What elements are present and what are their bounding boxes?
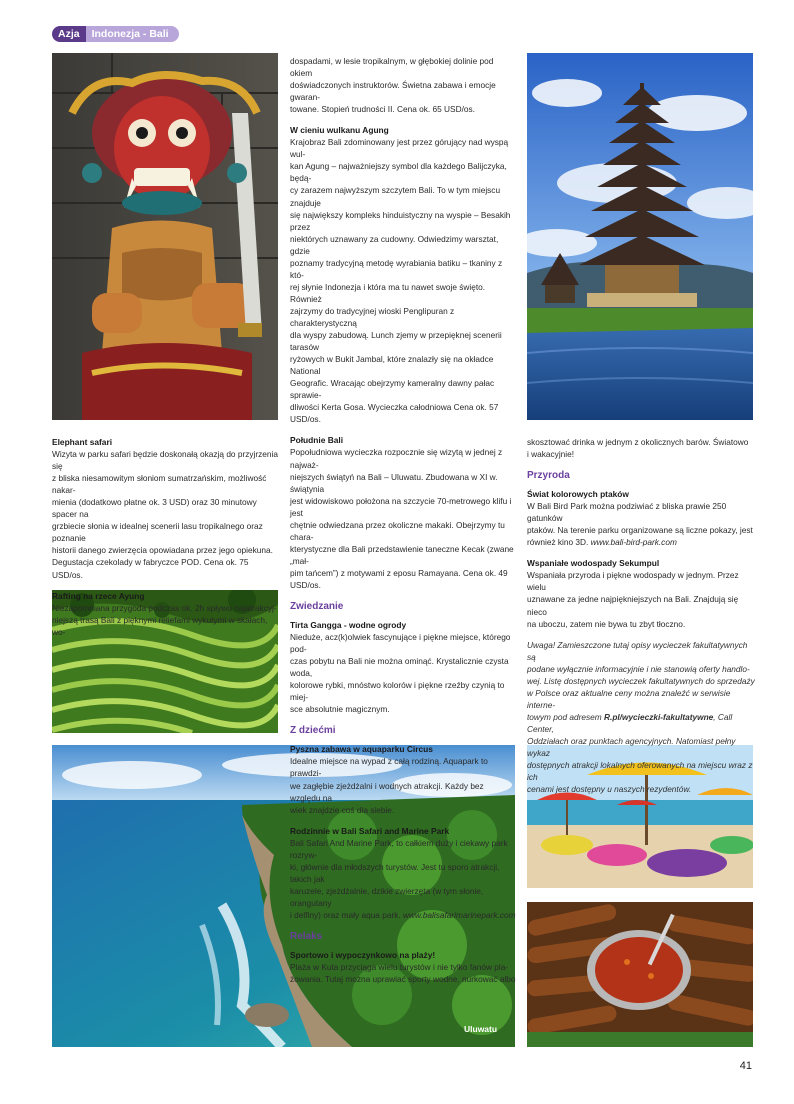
relax-heading: Relaks bbox=[290, 931, 323, 943]
bird-park-title: Świat kolorowych ptaków bbox=[527, 489, 629, 500]
bird-line-text: również kino 3D. bbox=[527, 537, 591, 548]
south-line: niejszych świątyń na Bali – Uluwatu. Zbudowana w XI w. świątynia bbox=[290, 471, 498, 494]
tirta-line: Nieduże, acz(k)olwiek fascynujące i piękne miejsce, którego pod- bbox=[290, 632, 511, 655]
satay-food-photo bbox=[527, 902, 753, 1047]
sport-title: Sportowo i wypoczynkowo na plaży! bbox=[290, 950, 436, 961]
tirta-gangga-title: Tirta Gangga - wodne ogrody bbox=[290, 620, 407, 631]
sport-line: żowania. Tutaj można uprawiać sporty wodne, nurkować albo bbox=[290, 974, 516, 985]
agung-line: cy zarazem najwyższym szczytem Bali. To w tym miejscu znajduje bbox=[290, 185, 501, 208]
agung-line: dla wyspy zabudową. Lunch zjemy w przepięknej scenerii tarasów bbox=[290, 330, 502, 353]
breadcrumb-country: Indonezja - Bali bbox=[86, 26, 179, 42]
note-line: wej. Listę dostępnych wycieczek fakultatywnych do sprzedaży bbox=[527, 675, 755, 686]
note-line-suffix: , Call Center, bbox=[527, 711, 733, 734]
middle-column-text bbox=[290, 55, 516, 985]
agung-line: kan Agung – najważniejszy symbol dla każdego Balijczyka, będą- bbox=[290, 161, 507, 184]
sport-continued-line: skosztować drinka w jednym z okolicznych barów. Światowo bbox=[527, 437, 749, 447]
uluwatu-caption: Uluwatu bbox=[464, 1024, 498, 1034]
agung-line: zajrzymy do tradycyjnej wioski Penglipuran z charakterystyczną bbox=[290, 305, 455, 328]
right-column-text bbox=[527, 436, 755, 795]
elephant-line: historii danego zwierzęcia opowiadana przez jego opiekuna. bbox=[52, 545, 273, 556]
safari-park-line: Bali Safari And Marine Park, to całkiem duży i ciekawy park rozryw- bbox=[290, 837, 508, 860]
rafting-continued-line: doświadczonych instruktorów. Świetna zabawa i emocje gwaran- bbox=[290, 80, 496, 103]
tirta-line: sce absolutnie magicznym. bbox=[290, 704, 390, 715]
pagoda-temple-photo bbox=[527, 53, 753, 420]
elephant-safari-title: Elephant safari bbox=[52, 437, 113, 447]
page-number: 41 bbox=[739, 1060, 752, 1072]
rafting-line: Niezapomniana przygoda podczas ok. 2h spływu najatrakcyj- bbox=[52, 602, 277, 613]
circus-line: wiek znajdzie coś dla siebie. bbox=[290, 804, 395, 815]
waterfalls-title: Wspaniałe wodospady Sekumpul bbox=[527, 558, 660, 569]
rafting-continued-line: towane. Stopień trudności II. Cena ok. 65 USD/os. bbox=[290, 104, 475, 115]
circus-title: Pyszna zabawa w aquaparku Circus bbox=[290, 744, 433, 755]
note-line: w Polsce oraz aktualne ceny można znaleźć w serwisie interne- bbox=[527, 687, 731, 710]
left-column-text bbox=[52, 436, 278, 638]
south-line: pim tańcem”) z motywami z eposu Ramayana. Cena ok. 49 USD/os. bbox=[290, 567, 508, 590]
sport-line: Plaża w Kuta przyciąga wielu turystów i nie tylko fanów pla- bbox=[290, 962, 509, 973]
agung-line: rej słynie Indonezja i która ma tu nawet swoje święto. Również bbox=[290, 281, 486, 304]
south-line: kterystyczne dla Bali przedstawienie taneczne Kecak (zwane „mał- bbox=[290, 543, 514, 566]
agung-line: się największy kompleks hinduistyczny na wyspie – Besakih przez bbox=[290, 209, 511, 232]
elephant-line: Degustacja czekolady w fabryczce POD. Cena ok. 75 USD/os. bbox=[52, 557, 249, 580]
safari-park-line-last bbox=[290, 909, 516, 921]
note-line: dostępnych atrakcji lokalnych oferowanych na miejscu wraz z ich bbox=[527, 760, 753, 783]
elephant-line: grzbiecie słonia w idealnej scenerii lasu tropikalnego oraz poznanie bbox=[52, 521, 263, 544]
safari-park-link[interactable]: www.balisafarimarinepark.com bbox=[403, 910, 516, 920]
bird-line: W Bali Bird Park można podziwiać z bliska prawie 250 gatunków bbox=[527, 501, 727, 524]
tirta-line: kolorowe rybki, mnóstwo kolorów i piękne rzeźby czynią to miej- bbox=[290, 680, 505, 703]
breadcrumb bbox=[52, 26, 179, 42]
barong-statue-photo bbox=[52, 53, 278, 420]
agung-line: dliwości Kerta Gosa. Wycieczka całodniowa Cena ok. 57 USD/os. bbox=[290, 402, 499, 425]
safari-park-line: ki, głównie dla młodszych turystów. Jest tu sporo atrakcji, takich jak bbox=[290, 861, 500, 884]
elephant-line: mienia (dodatkowo płatne ok. 3 USD) oraz 30 minutowy spacer na bbox=[52, 497, 257, 520]
bird-line: ptaków. Na terenie parku organizowane są liczne pokazy, jest bbox=[527, 525, 753, 536]
safari-park-line: karuzele, zjeżdżalnie, dzikie zwierzęta (w tym słonie, orangutany bbox=[290, 885, 484, 908]
bird-park-link[interactable]: www.bali-bird-park.com bbox=[590, 537, 677, 548]
elephant-line: Wizyta w parku safari będzie doskonałą okazją do przyjrzenia się bbox=[52, 449, 278, 472]
circus-line: we zagłębie zjeżdżalni i wodnych atrakcji. Każdy bez względu na bbox=[290, 780, 484, 803]
breadcrumb-region: Azja bbox=[52, 26, 86, 42]
south-line: chętnie odwiedzana przez okoliczne makaki. Obejrzymy tu chara- bbox=[290, 519, 505, 542]
agung-line: poznamy tradycyjną metodę wyrabiania batiku – tkaniny z któ- bbox=[290, 257, 503, 280]
agung-title: W cieniu wulkanu Agung bbox=[290, 125, 389, 136]
excursions-link[interactable]: R.pl/wycieczki-fakultatywne bbox=[604, 711, 714, 722]
kids-heading: Z dziećmi bbox=[290, 725, 336, 737]
safari-park-line-text: i delfiny) oraz mały aqua park. bbox=[290, 910, 401, 920]
tirta-line: czas pobytu na Bali nie można ominąć. Krystalicznie czysta woda, bbox=[290, 656, 509, 679]
agung-line: ryżowych w Bukit Jambal, które znalazły się na okładce National bbox=[290, 354, 494, 377]
sightseeing-heading: Zwiedzanie bbox=[290, 601, 344, 613]
waterfalls-line: Wspaniała przyroda i piękne wodospady w jednym. Przez wielu bbox=[527, 570, 739, 593]
note-line: cenami jest dostępny u naszych rezydentów. bbox=[527, 784, 692, 795]
rafting-line: niejszą trasą Bali z pięknymi reliefami wykutymi w skałach, wo- bbox=[52, 614, 268, 637]
note-line: podane wyłącznie informacyjnie i nie stanowią oferty handlo- bbox=[527, 663, 750, 674]
agung-line: niektórych uznawany za cudowny. Odwiedzimy warsztat, gdzie bbox=[290, 233, 499, 256]
south-bali-title: Południe Bali bbox=[290, 435, 344, 446]
rafting-title: Rafting na rzece Ayung bbox=[52, 590, 145, 601]
south-line: Popołudniowa wycieczka rozpocznie się wizytą w jednej z najważ- bbox=[290, 447, 503, 470]
nature-heading: Przyroda bbox=[527, 470, 570, 482]
sport-continued-line: i wakacyjnie! bbox=[527, 449, 575, 460]
circus-line: Idealne miejsce na wypad z całą rodziną. Aquapark to prawdzi- bbox=[290, 756, 488, 779]
waterfalls-line: uznawane za jedne najpiękniejszych na Bali. Znajdują się nieco bbox=[527, 594, 739, 617]
waterfalls-line: na uboczu, zatem nie bywa tu zbyt tłoczno. bbox=[527, 618, 686, 629]
agung-line: Krajobraz Bali zdominowany jest przez górujący nad wyspą wul- bbox=[290, 137, 509, 160]
elephant-line: z bliska niesamowitym słoniom sumatrzańskim, możliwość nakar- bbox=[52, 473, 267, 496]
excursions-note bbox=[527, 639, 755, 796]
safari-park-title: Rodzinnie w Bali Safari and Marine Park bbox=[290, 825, 450, 836]
agung-line: Geografic. Wracając obejrzymy kameralny dawny pałac sprawie- bbox=[290, 378, 495, 401]
south-line: jest widowiskowo położona na szczycie 70-metrowego klifu i jest bbox=[290, 495, 512, 518]
bird-line-last bbox=[527, 536, 755, 548]
note-line-with-link bbox=[527, 711, 755, 735]
note-line: Uwaga! Zamieszczone tutaj opisy wycieczek fakultatywnych są bbox=[527, 639, 748, 662]
note-line: Oddziałach oraz punktach agencyjnych. Natomiast pełny wykaz bbox=[527, 735, 736, 759]
note-line-prefix: towym pod adresem bbox=[527, 711, 605, 722]
rafting-continued-line: dospadami, w lesie tropikalnym, w głębokiej dolinie pod okiem bbox=[290, 56, 494, 79]
